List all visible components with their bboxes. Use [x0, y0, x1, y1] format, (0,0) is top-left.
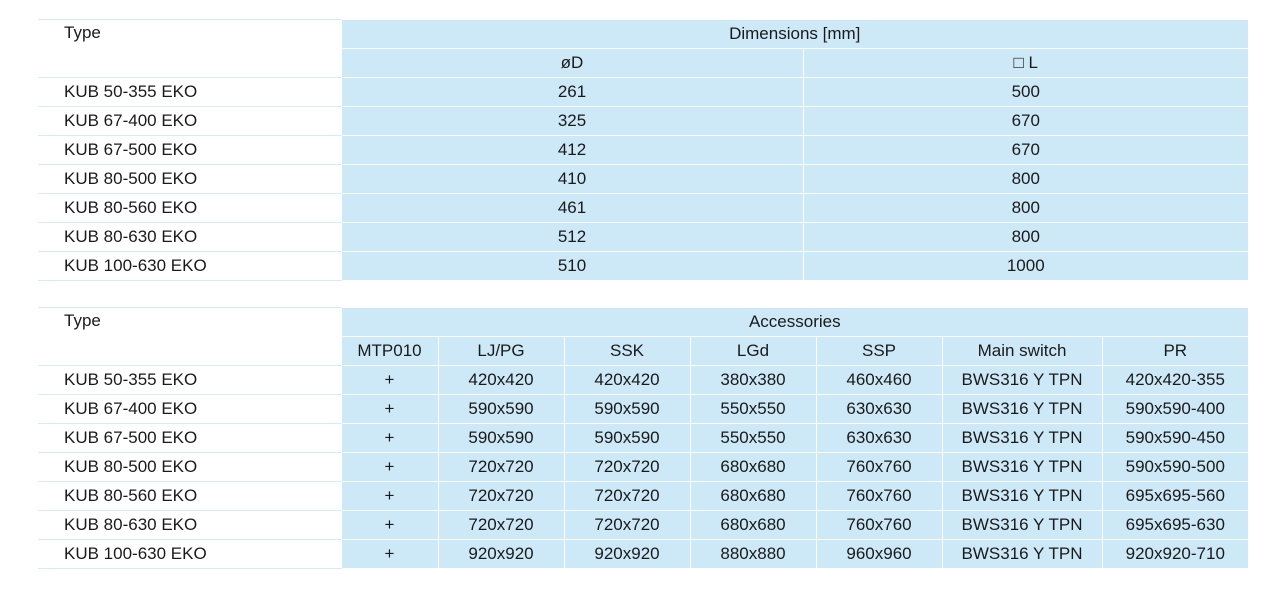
- dimensions-value-cell: 670: [803, 106, 1248, 135]
- accessories-value-cell: 550x550: [690, 394, 816, 423]
- accessories-value-cell: 760x760: [816, 452, 942, 481]
- accessories-value-cell: 380x380: [690, 365, 816, 394]
- dimensions-value-cell: 670: [803, 135, 1248, 164]
- accessories-value-cell: +: [341, 481, 438, 510]
- dimensions-type-cell: KUB 50-355 EKO: [38, 77, 341, 106]
- accessories-value-cell: +: [341, 365, 438, 394]
- dimensions-type-cell: KUB 67-400 EKO: [38, 106, 341, 135]
- accessories-value-cell: BWS316 Y TPN: [942, 452, 1102, 481]
- dimensions-type-cell: KUB 100-630 EKO: [38, 251, 341, 280]
- dimensions-table-row: [38, 164, 1248, 193]
- accessories-value-cell: BWS316 Y TPN: [942, 394, 1102, 423]
- accessories-value-cell: 590x590-450: [1102, 423, 1248, 452]
- accessories-value-cell: BWS316 Y TPN: [942, 510, 1102, 539]
- dimensions-table-row: [38, 106, 1248, 135]
- dimensions-value-cell: 461: [341, 193, 803, 222]
- accessories-type-cell: KUB 80-500 EKO: [38, 452, 341, 481]
- accessories-value-cell: 550x550: [690, 423, 816, 452]
- accessories-value-cell: 420x420: [438, 365, 564, 394]
- dimensions-value-cell: 325: [341, 106, 803, 135]
- dimensions-type-cell: KUB 80-630 EKO: [38, 222, 341, 251]
- accessories-value-cell: 590x590: [564, 423, 690, 452]
- accessories-column-header: SSP: [816, 336, 942, 365]
- accessories-value-cell: BWS316 Y TPN: [942, 539, 1102, 568]
- dimensions-table-row: [38, 77, 1248, 106]
- dimensions-table: [38, 19, 1248, 281]
- accessories-value-cell: 680x680: [690, 452, 816, 481]
- accessories-value-cell: 720x720: [438, 481, 564, 510]
- accessories-value-cell: 920x920: [564, 539, 690, 568]
- accessories-type-cell: KUB 100-630 EKO: [38, 539, 341, 568]
- accessories-value-cell: 630x630: [816, 394, 942, 423]
- accessories-value-cell: 720x720: [564, 510, 690, 539]
- accessories-value-cell: 720x720: [564, 452, 690, 481]
- accessories-value-cell: +: [341, 510, 438, 539]
- accessories-type-header: Type: [38, 308, 341, 366]
- accessories-value-cell: 680x680: [690, 481, 816, 510]
- accessories-value-cell: BWS316 Y TPN: [942, 365, 1102, 394]
- accessories-value-cell: 680x680: [690, 510, 816, 539]
- accessories-value-cell: 695x695-560: [1102, 481, 1248, 510]
- accessories-column-header: LGd: [690, 336, 816, 365]
- dimensions-value-cell: 412: [341, 135, 803, 164]
- accessories-table-row: [38, 365, 1248, 394]
- accessories-value-cell: 720x720: [564, 481, 690, 510]
- accessories-column-header: Main switch: [942, 336, 1102, 365]
- dimensions-table-row: [38, 251, 1248, 280]
- accessories-column-header: LJ/PG: [438, 336, 564, 365]
- accessories-table-row: [38, 452, 1248, 481]
- dimensions-column-header: □ L: [803, 48, 1248, 77]
- accessories-type-cell: KUB 80-630 EKO: [38, 510, 341, 539]
- dimensions-type-cell: KUB 80-500 EKO: [38, 164, 341, 193]
- accessories-table-row: [38, 423, 1248, 452]
- accessories-value-cell: +: [341, 452, 438, 481]
- accessories-value-cell: 920x920: [438, 539, 564, 568]
- dimensions-type-header: Type: [38, 20, 341, 78]
- accessories-type-cell: KUB 50-355 EKO: [38, 365, 341, 394]
- dimensions-type-cell: KUB 67-500 EKO: [38, 135, 341, 164]
- accessories-value-cell: BWS316 Y TPN: [942, 481, 1102, 510]
- accessories-value-cell: +: [341, 423, 438, 452]
- accessories-type-cell: KUB 80-560 EKO: [38, 481, 341, 510]
- dimensions-value-cell: 1000: [803, 251, 1248, 280]
- accessories-value-cell: +: [341, 539, 438, 568]
- accessories-value-cell: 590x590: [564, 394, 690, 423]
- dimensions-value-cell: 261: [341, 77, 803, 106]
- accessories-value-cell: 460x460: [816, 365, 942, 394]
- dimensions-column-header: øD: [341, 48, 803, 77]
- accessories-group-header: Accessories: [341, 308, 1248, 337]
- dimensions-type-cell: KUB 80-560 EKO: [38, 193, 341, 222]
- dimensions-group-header: Dimensions [mm]: [341, 20, 1248, 49]
- accessories-value-cell: 960x960: [816, 539, 942, 568]
- accessories-table-row: [38, 539, 1248, 568]
- accessories-value-cell: 590x590-400: [1102, 394, 1248, 423]
- accessories-value-cell: 420x420: [564, 365, 690, 394]
- dimensions-value-cell: 500: [803, 77, 1248, 106]
- accessories-value-cell: 590x590-500: [1102, 452, 1248, 481]
- accessories-value-cell: 920x920-710: [1102, 539, 1248, 568]
- accessories-table-row: [38, 394, 1248, 423]
- accessories-value-cell: 720x720: [438, 510, 564, 539]
- dimensions-value-cell: 800: [803, 222, 1248, 251]
- dimensions-value-cell: 800: [803, 164, 1248, 193]
- accessories-value-cell: 420x420-355: [1102, 365, 1248, 394]
- accessories-value-cell: BWS316 Y TPN: [942, 423, 1102, 452]
- accessories-column-header: MTP010: [341, 336, 438, 365]
- accessories-column-header: SSK: [564, 336, 690, 365]
- dimensions-value-cell: 800: [803, 193, 1248, 222]
- accessories-value-cell: 880x880: [690, 539, 816, 568]
- accessories-type-cell: KUB 67-500 EKO: [38, 423, 341, 452]
- dimensions-value-cell: 512: [341, 222, 803, 251]
- accessories-value-cell: 630x630: [816, 423, 942, 452]
- accessories-value-cell: 720x720: [438, 452, 564, 481]
- dimensions-value-cell: 510: [341, 251, 803, 280]
- accessories-table: [38, 307, 1248, 569]
- accessories-value-cell: 760x760: [816, 481, 942, 510]
- accessories-value-cell: 695x695-630: [1102, 510, 1248, 539]
- accessories-table-row: [38, 510, 1248, 539]
- accessories-value-cell: 760x760: [816, 510, 942, 539]
- accessories-value-cell: +: [341, 394, 438, 423]
- dimensions-value-cell: 410: [341, 164, 803, 193]
- dimensions-table-row: [38, 193, 1248, 222]
- accessories-value-cell: 590x590: [438, 394, 564, 423]
- accessories-type-cell: KUB 67-400 EKO: [38, 394, 341, 423]
- dimensions-table-row: [38, 135, 1248, 164]
- accessories-value-cell: 590x590: [438, 423, 564, 452]
- accessories-table-row: [38, 481, 1248, 510]
- dimensions-table-row: [38, 222, 1248, 251]
- accessories-column-header: PR: [1102, 336, 1248, 365]
